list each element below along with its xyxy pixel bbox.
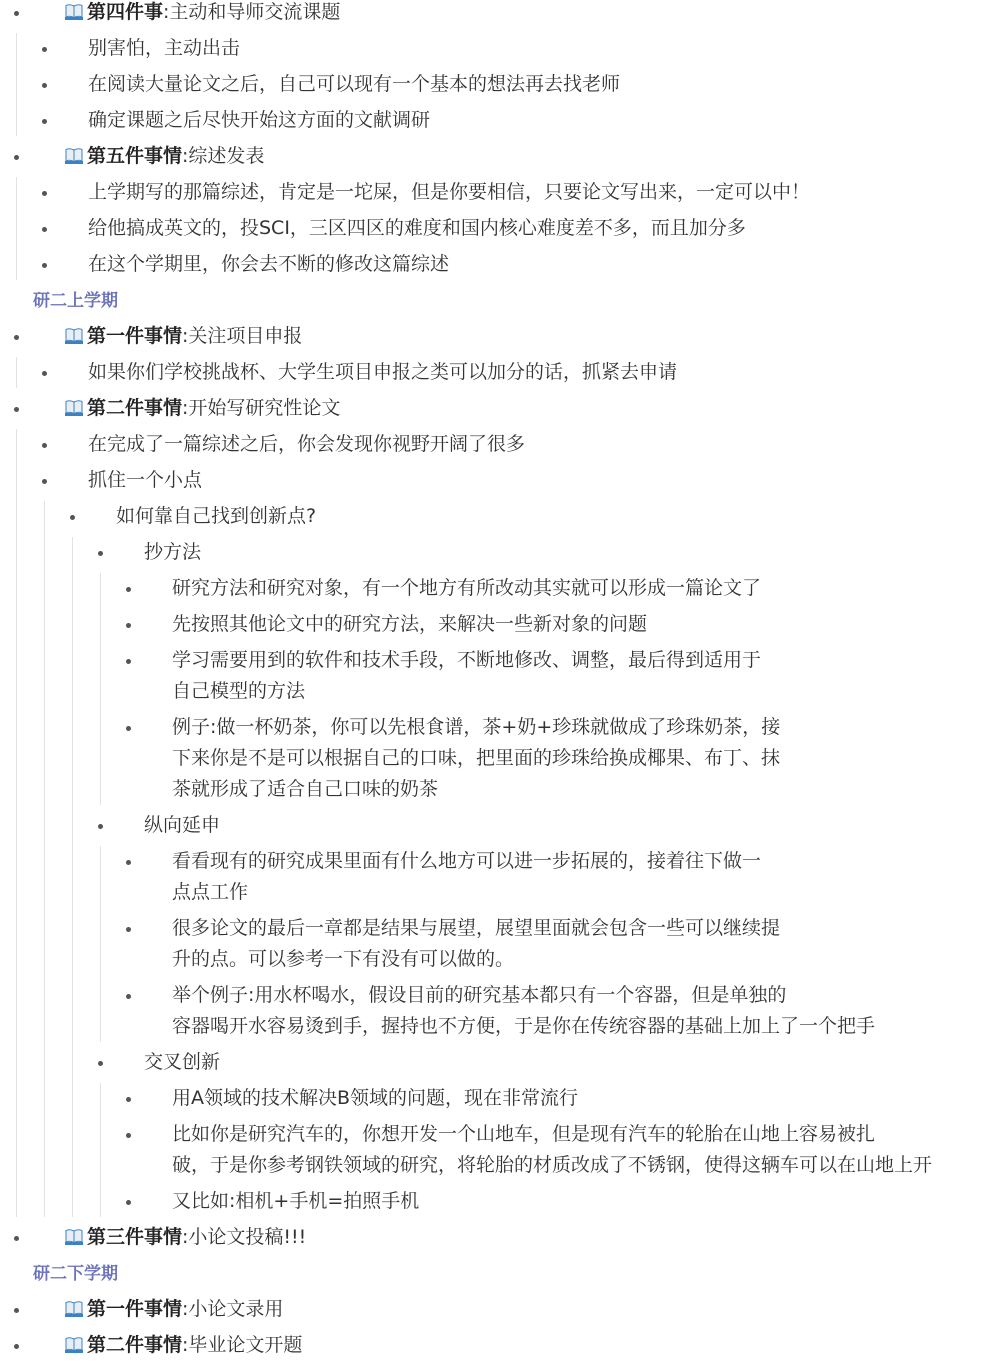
bullet-dot — [126, 927, 131, 932]
list-item-text-line: 用A领域的技术解决B领域的问题，现在非常流行 — [172, 1087, 579, 1109]
semester-heading: 研二下学期 — [33, 1264, 118, 1284]
bullet-dot — [98, 551, 103, 556]
list-item-text-line: 点点工作 — [172, 881, 249, 903]
list-item — [88, 249, 449, 280]
list-item — [172, 980, 875, 1042]
list-item — [88, 357, 677, 388]
semester-heading: 研二上学期 — [33, 291, 118, 311]
open-book-icon — [64, 396, 84, 427]
list-item-text-line: 在完成了一篇综述之后，你会发现你视野开阔了很多 — [88, 433, 526, 455]
bullet-dot — [42, 371, 47, 376]
task-title: 第五件事情 — [87, 145, 183, 167]
list-item-text-line: 给他搞成英文的，投SCI，三区四区的难度和国内核心难度差不多，而且加分多 — [88, 217, 746, 239]
bullet-dot — [14, 1236, 19, 1241]
list-item-text-line: 在这个学期里，你会去不断的修改这篇综述 — [88, 253, 450, 275]
bullet-dot — [42, 83, 47, 88]
open-book-icon — [64, 324, 84, 355]
list-item — [172, 1186, 419, 1217]
bullet-dot — [14, 407, 19, 412]
list-item-text-line: 交叉创新 — [144, 1051, 221, 1073]
bullet-dot — [126, 1200, 131, 1205]
task-title: 第一件事情 — [87, 325, 183, 347]
open-book-icon — [64, 144, 84, 175]
list-item — [172, 712, 780, 805]
bullet-dot — [42, 443, 47, 448]
list-item-text-line: 看看现有的研究成果里面有什么地方可以进一步拓展的，接着往下做一 — [172, 850, 762, 872]
list-item — [172, 573, 761, 604]
bullet-dot — [126, 994, 131, 999]
task-description: :小论文投稿!!! — [182, 1226, 307, 1248]
list-item — [172, 913, 780, 975]
list-item — [116, 501, 316, 532]
list-item-text-line: 如何靠自己找到创新点? — [116, 505, 317, 527]
task-heading — [64, 321, 302, 355]
list-item-text-line: 别害怕，主动出击 — [88, 37, 241, 59]
list-item — [172, 846, 761, 908]
bullet-dot — [98, 1061, 103, 1066]
task-heading — [64, 141, 264, 175]
task-title: 第一件事情 — [87, 1298, 183, 1320]
task-title: 第二件事情 — [87, 397, 183, 419]
task-description: :主动和导师交流课题 — [163, 1, 341, 23]
bullet-dot — [42, 227, 47, 232]
list-item — [172, 609, 647, 640]
open-book-icon — [64, 1225, 84, 1256]
bullet-dot — [126, 726, 131, 731]
task-description: :毕业论文开题 — [182, 1334, 303, 1356]
list-item — [88, 213, 746, 244]
list-item — [144, 1047, 220, 1078]
list-item-text-line: 上学期写的那篇综述，肯定是一坨屎，但是你要相信，只要论文写出来，一定可以中！ — [88, 181, 811, 203]
bullet-dot — [126, 659, 131, 664]
bullet-dot — [126, 623, 131, 628]
list-item-text-line: 举个例子:用水杯喝水，假设目前的研究基本都只有一个容器，但是单独的 — [172, 984, 787, 1006]
task-title: 第三件事情 — [87, 1226, 183, 1248]
list-item-text-line: 学习需要用到的软件和技术手段，不断地修改、调整，最后得到适用于 — [172, 649, 762, 671]
task-heading — [64, 393, 340, 427]
list-item — [88, 105, 430, 136]
open-book-icon — [64, 0, 84, 31]
bullet-dot — [14, 1344, 19, 1349]
list-item-text-line: 茶就形成了适合自己口味的奶茶 — [172, 778, 439, 800]
indent-guide-line — [44, 501, 45, 1217]
bullet-dot — [42, 47, 47, 52]
task-title: 第二件事情 — [87, 1334, 183, 1356]
bullet-dot — [98, 824, 103, 829]
list-item-text-line: 又比如:相机+手机=拍照手机 — [172, 1190, 420, 1212]
list-item-text-line: 抄方法 — [144, 541, 202, 563]
list-item — [172, 1083, 578, 1114]
list-item-text-line: 比如你是研究汽车的，你想开发一个山地车，但是现有汽车的轮胎在山地上容易被扎 — [172, 1123, 876, 1145]
bullet-dot — [126, 1097, 131, 1102]
list-item-text-line: 很多论文的最后一章都是结果与展望，展望里面就会包含一些可以继续提 — [172, 917, 781, 939]
bullet-dot — [42, 191, 47, 196]
indent-guide-line — [72, 537, 73, 1217]
bullet-dot — [126, 587, 131, 592]
list-item-text-line: 先按照其他论文中的研究方法，来解决一些新对象的问题 — [172, 613, 648, 635]
open-book-icon — [64, 1333, 84, 1364]
list-item-text-line: 在阅读大量论文之后，自己可以现有一个基本的想法再去找老师 — [88, 73, 621, 95]
list-item — [88, 177, 810, 208]
bullet-dot — [42, 479, 47, 484]
task-description: :小论文录用 — [182, 1298, 284, 1320]
list-item — [88, 69, 620, 100]
task-title: 第四件事 — [87, 1, 164, 23]
task-description: :关注项目申报 — [182, 325, 303, 347]
list-item — [172, 1119, 932, 1181]
list-item-text-line: 研究方法和研究对象，有一个地方有所改动其实就可以形成一篇论文了 — [172, 577, 762, 599]
list-item-text-line: 纵向延申 — [144, 814, 221, 836]
task-description: :综述发表 — [182, 145, 265, 167]
indent-guide-line — [100, 1083, 101, 1217]
bullet-dot — [42, 263, 47, 268]
list-item — [172, 645, 761, 707]
list-item-text-line: 抓住一个小点 — [88, 469, 203, 491]
task-heading — [64, 1222, 306, 1256]
bullet-dot — [14, 335, 19, 340]
task-heading — [64, 1330, 302, 1364]
list-item-text-line: 如果你们学校挑战杯、大学生项目申报之类可以加分的话，抓紧去申请 — [88, 361, 678, 383]
indent-guide-line — [16, 33, 17, 136]
indent-guide-line — [16, 177, 17, 280]
list-item — [144, 810, 220, 841]
bullet-dot — [42, 119, 47, 124]
task-heading — [64, 1294, 283, 1328]
bullet-dot — [14, 155, 19, 160]
list-item-text-line: 容器喝开水容易烫到手，握持也不方便，于是你在传统容器的基础上加上了一个把手 — [172, 1015, 876, 1037]
indent-guide-line — [16, 357, 17, 388]
list-item-text-line: 例子:做一杯奶茶，你可以先根食谱，茶+奶+珍珠就做成了珍珠奶茶，接 — [172, 716, 781, 738]
list-item — [88, 465, 202, 496]
task-description: :开始写研究性论文 — [182, 397, 341, 419]
indent-guide-line — [100, 846, 101, 1042]
list-item-text-line: 升的点。可以参考一下有没有可以做的。 — [172, 948, 515, 970]
list-item-text-line: 下来你是不是可以根据自己的口味，把里面的珍珠给换成椰果、布丁、抹 — [172, 747, 781, 769]
bullet-dot — [14, 1308, 19, 1313]
open-book-icon — [64, 1297, 84, 1328]
list-item — [88, 429, 525, 460]
indent-guide-line — [100, 573, 101, 805]
bullet-dot — [126, 1133, 131, 1138]
list-item-text-line: 自己模型的方法 — [172, 680, 306, 702]
task-heading — [64, 0, 340, 31]
bullet-dot — [126, 860, 131, 865]
list-item-text-line: 破，于是你参考钢铁领域的研究，将轮胎的材质改成了不锈钢，使得这辆车可以在山地上开 — [172, 1154, 933, 1176]
list-item-text-line: 确定课题之后尽快开始这方面的文献调研 — [88, 109, 431, 131]
bullet-dot — [70, 515, 75, 520]
bullet-dot — [14, 11, 19, 16]
indent-guide-line — [16, 429, 17, 1217]
list-item — [88, 33, 240, 64]
list-item — [144, 537, 201, 568]
